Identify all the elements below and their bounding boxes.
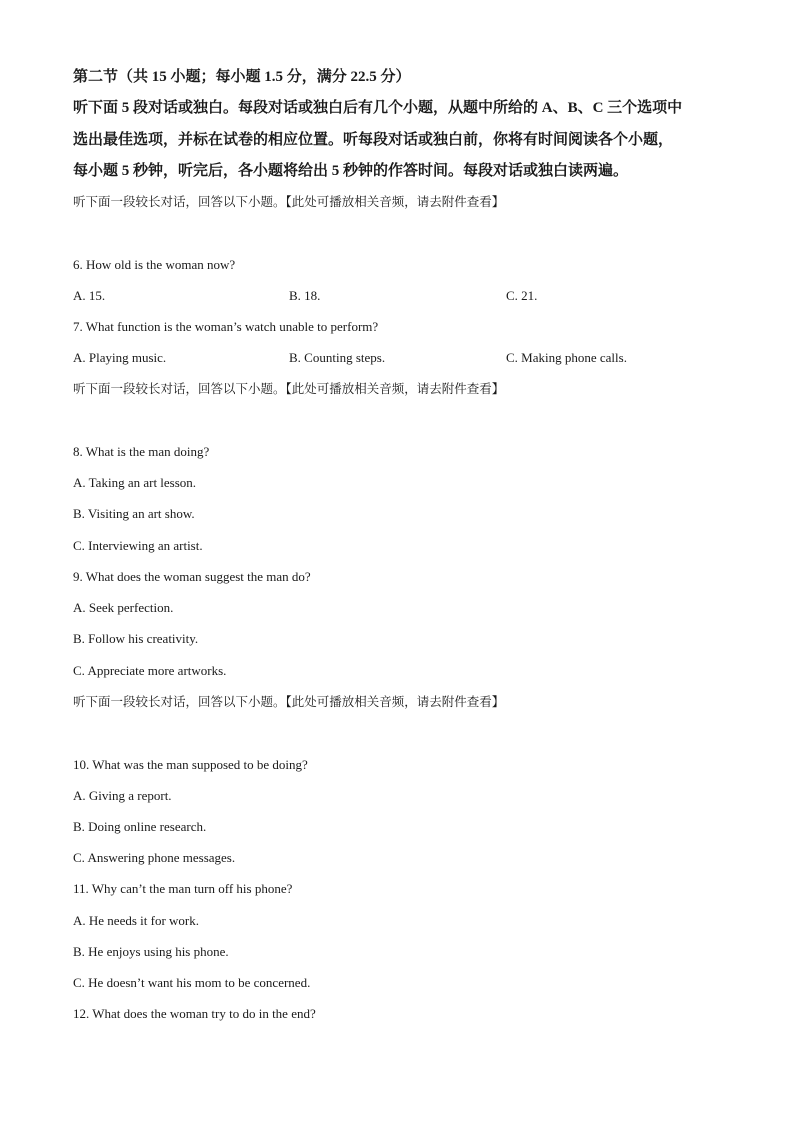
- question-7-option-c: C. Making phone calls.: [506, 350, 627, 365]
- question-10-stem: 10. What was the man supposed to be doing?: [73, 757, 308, 772]
- question-8-stem: 8. What is the man doing?: [73, 444, 210, 459]
- question-6-option-c: C. 21.: [506, 288, 538, 303]
- question-9-option-a: A. Seek perfection.: [73, 600, 174, 615]
- question-6-option-a: A. 15.: [73, 288, 106, 303]
- question-11-option-c: C. He doesn’t want his mom to be concerned.: [73, 975, 311, 990]
- question-6-options: [73, 288, 773, 304]
- question-7-option-b: B. Counting steps.: [289, 350, 386, 365]
- question-10-option-b: B. Doing online research.: [73, 819, 207, 834]
- instructions-line-3: 每小题 5 秒钟，听完后，各小题将给出 5 秒钟的作答时间。每段对话或独白读两遍。: [73, 163, 629, 179]
- question-7-stem: 7. What function is the woman’s watch unable to perform?: [73, 319, 379, 334]
- question-11-option-a: A. He needs it for work.: [73, 913, 199, 928]
- question-11-option-b: B. He enjoys using his phone.: [73, 944, 229, 959]
- question-8-option-a: A. Taking an art lesson.: [73, 475, 197, 490]
- question-9-stem: 9. What does the woman suggest the man do?: [73, 569, 311, 584]
- instructions-line-2: 选出最佳选项，并标在试卷的相应位置。听每段对话或独白前，你将有时间阅读各个小题，: [73, 132, 674, 148]
- question-6-stem: 6. How old is the woman now?: [73, 257, 236, 272]
- question-7-option-a: A. Playing music.: [73, 350, 167, 365]
- question-9-option-b: B. Follow his creativity.: [73, 631, 199, 646]
- audio-note-2: 听下面一段较长对话，回答以下小题。【此处可播放相关音频，请去附件查看】: [73, 381, 505, 396]
- audio-note-1: 听下面一段较长对话，回答以下小题。【此处可播放相关音频，请去附件查看】: [73, 194, 505, 209]
- question-9-option-c: C. Appreciate more artworks.: [73, 663, 227, 678]
- question-12-stem: 12. What does the woman try to do in the end?: [73, 1006, 316, 1021]
- question-11-stem: 11. Why can’t the man turn off his phone?: [73, 881, 293, 896]
- question-6-option-b: B. 18.: [289, 288, 321, 303]
- question-10-option-a: A. Giving a report.: [73, 788, 172, 803]
- question-7-options: [73, 350, 773, 366]
- section-heading: 第二节（共 15 小题；每小题 1.5 分，满分 22.5 分）: [73, 69, 411, 85]
- instructions-line-1: 听下面 5 段对话或独白。每段对话或独白后有几个小题，从题中所给的 A、B、C 三个选项中: [73, 100, 683, 116]
- audio-note-3: 听下面一段较长对话，回答以下小题。【此处可播放相关音频，请去附件查看】: [73, 694, 505, 709]
- question-10-option-c: C. Answering phone messages.: [73, 850, 236, 865]
- question-8-option-c: C. Interviewing an artist.: [73, 538, 203, 553]
- question-8-option-b: B. Visiting an art show.: [73, 506, 195, 521]
